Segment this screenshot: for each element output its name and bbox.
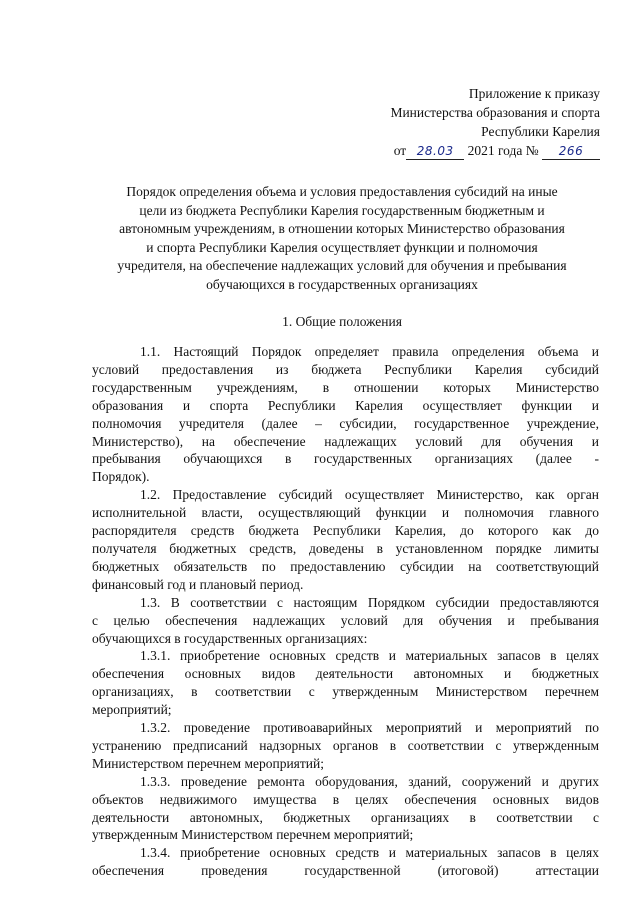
document-body: [92, 343, 599, 880]
title-line: учредителя, на обеспечение надлежащих условий для обучения и пребывания: [117, 258, 567, 274]
section-heading: 1. Общие положения: [282, 314, 402, 329]
body-line: Министерство), на обеспечение надлежащих условий для обучения и: [92, 433, 599, 449]
appendix-line-3: Республики Карелия: [481, 124, 600, 139]
body-line: организациях, в соответствии с утвержденным Министерством перечнем: [92, 684, 599, 700]
body-line: 1.3.2. проведение противоаварийных мероприятий и мероприятий по: [140, 720, 599, 736]
body-line: обучающихся в государственных организациях:: [92, 630, 368, 646]
title-line: Порядок определения объема и условия предоставления субсидий на иные: [126, 184, 558, 199]
appendix-line-2: Министерства образования и спорта: [390, 105, 600, 120]
appendix-line-1: Приложение к приказу: [468, 86, 600, 101]
title-line: обучающихся в государственных организациях: [206, 276, 478, 292]
body-line: финансовый год и плановый период.: [92, 576, 304, 592]
order-number-field: [542, 143, 600, 160]
document-title: [92, 183, 592, 295]
body-line: обеспечения проведения государственной (итоговой) аттестации: [92, 863, 599, 879]
body-line: государственным учреждениям, в отношении которых Министерство: [92, 379, 599, 395]
body-line: исполнительной власти, осуществляющий функции и полномочия главного: [92, 505, 599, 521]
title-line: и спорта Республики Карелия осуществляет функции и полномочия: [146, 239, 538, 255]
body-line: 1.2. Предоставление субсидий осуществляет Министерство, как орган: [140, 487, 599, 503]
date-prefix: от: [393, 143, 407, 158]
body-line: деятельности автономных, бюджетных организациях в соответствии с: [92, 809, 599, 825]
appendix-header: [340, 84, 600, 160]
body-line: устранению предписаний надзорных органов в соответствии с утвержденным: [92, 737, 599, 753]
body-line: получателя бюджетных средств, доведены в установленном порядке лимиты: [92, 540, 599, 556]
body-line: пребывания обучающихся в государственных организациях (далее -: [92, 451, 599, 467]
body-line: с целью обеспечения надлежащих условий для обучения и пребывания: [92, 612, 599, 628]
appendix-date-line: [340, 141, 600, 160]
body-line: 1.3.3. проведение ремонта оборудования, зданий, сооружений и других: [140, 773, 599, 789]
body-line: распорядителя средств бюджета Республики Карелия, до которого как до: [92, 523, 599, 539]
handwritten-number: 266: [558, 144, 584, 158]
date-field: [406, 143, 464, 160]
body-line: объектов недвижимого имущества в целях обеспечения основных видов: [92, 791, 599, 807]
body-line: утвержденным Министерством перечнем мероприятий;: [92, 827, 414, 843]
body-line: условий предоставления из бюджета Республики Карелия субсидий: [92, 361, 599, 377]
title-line: автономным учреждениям, в отношении которых Министерство образования: [119, 221, 565, 237]
title-line: цели из бюджета Республики Карелия государственным бюджетным и: [139, 202, 545, 218]
body-line: 1.1. Настоящий Порядок определяет правила определения объема и: [140, 344, 599, 359]
body-line: обеспечения основных видов деятельности автономных и бюджетных: [92, 666, 599, 682]
body-line: 1.3.1. приобретение основных средств и материальных запасов в целях: [140, 648, 599, 664]
body-line: 1.3.4. приобретение основных средств и материальных запасов в целях: [140, 845, 599, 861]
year-text: 2021 года №: [467, 143, 539, 158]
body-line: Порядок).: [92, 469, 150, 485]
body-line: 1.3. В соответствии с настоящим Порядком субсидии предоставляются: [140, 594, 599, 610]
body-line: полномочия учредителя (далее – субсидии, государственное учреждение,: [92, 415, 599, 431]
body-line: Министерством перечнем мероприятий;: [92, 755, 324, 771]
handwritten-date: 28.03: [416, 144, 454, 158]
body-line: мероприятий;: [92, 702, 172, 718]
body-line: бюджетных обязательств по предоставлению субсидии на соответствующий: [92, 558, 599, 574]
body-line: образования и спорта Республики Карелия осуществляет функции и: [92, 397, 599, 413]
